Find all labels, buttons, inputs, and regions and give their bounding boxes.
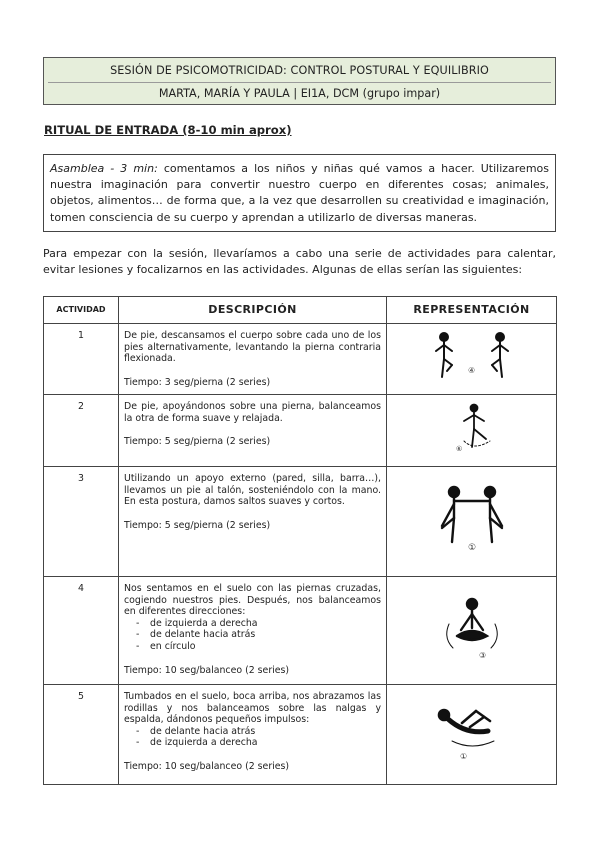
activity-description	[119, 467, 387, 577]
section-title: RITUAL DE ENTRADA (8-10 min aprox)	[44, 123, 292, 137]
list-item: - de delante hacia atrás	[150, 629, 381, 641]
activity-time: Tiempo: 5 seg/pierna (2 series)	[124, 519, 271, 531]
table-row	[44, 577, 557, 685]
asamblea-label: Asamblea - 3 min:	[50, 162, 158, 175]
header-representation: REPRESENTACIÓN	[387, 297, 557, 324]
activity-time: Tiempo: 10 seg/balanceo (2 series)	[124, 760, 290, 772]
activity-representation	[387, 324, 557, 395]
table-row	[44, 685, 557, 785]
activity-number: 5	[44, 685, 119, 785]
balance-figures-icon	[422, 329, 522, 385]
figure-mark: ①	[467, 542, 476, 553]
description-text: Utilizando un apoyo externo (pared, silla, barra…), llevamos un pie al talón, sosteniéndolo con la mano. En esta postura, damos saltos suaves y cortos.	[124, 473, 381, 508]
direction-list	[124, 726, 381, 749]
description-text: De pie, descansamos el cuerpo sobre cada uno de los pies alternativamente, levantando la pierna contraria flexionada.	[124, 330, 381, 365]
list-item: - en círculo	[150, 641, 381, 653]
lying-rock-figure-icon	[432, 701, 512, 765]
list-item: - de izquierda a derecha	[150, 737, 381, 749]
activity-representation	[387, 685, 557, 785]
session-title: SESIÓN DE PSICOMOTRICIDAD: CONTROL POSTURAL Y EQUILIBRIO	[110, 64, 489, 77]
header-activity: ACTIVIDAD	[44, 297, 119, 324]
leg-swing-figure-icon	[442, 401, 502, 457]
activity-description	[119, 685, 387, 785]
activity-number: 3	[44, 467, 119, 577]
header-divider	[48, 82, 551, 83]
description-text: De pie, apoyándonos sobre una pierna, balanceamos la otra de forma suave y relajada.	[124, 401, 381, 424]
intro-paragraph: Para empezar con la sesión, llevaríamos a cabo una serie de actividades para calentar, evitar lesiones y focalizarnos en las actividades. Algunas de ellas serían las siguientes:	[43, 247, 556, 277]
authors-line: MARTA, MARÍA Y PAULA | EI1A, DCM (grupo impar)	[158, 87, 441, 100]
figure-mark: ③	[478, 650, 486, 660]
list-item: - de izquierda a derecha	[150, 618, 381, 630]
asamblea-box	[43, 154, 556, 232]
activity-representation	[387, 467, 557, 577]
activity-time: Tiempo: 3 seg/pierna (2 series)	[124, 376, 271, 388]
description-text: Nos sentamos en el suelo con las piernas cruzadas, cogiendo nuestros pies. Después, nos balanceamos en diferentes direcciones:	[124, 583, 381, 618]
partner-hold-figures-icon	[432, 484, 512, 556]
activity-description	[119, 577, 387, 685]
figure-mark: ①	[459, 751, 467, 761]
activity-time: Tiempo: 5 seg/pierna (2 series)	[124, 436, 271, 448]
activity-time: Tiempo: 10 seg/balanceo (2 series)	[124, 664, 290, 676]
table-row	[44, 324, 557, 395]
asamblea-text: comentamos a los niños y niñas qué vamos a hacer. Utilizaremos nuestra imaginación para convertir nuestro cuerpo en diferentes cosas; animales, objetos, alimentos… de forma que, a la vez que desarrollen su creatividad e imaginación, tomen consciencia de su cuerpo y aprendan a utilizarlo de diversas maneras.	[50, 162, 549, 224]
description-text: Tumbados en el suelo, boca arriba, nos abrazamos las rodillas y nos balanceamos sobre las nalgas y espalda, dándonos pequeños impulsos:	[124, 691, 381, 726]
table-row	[44, 395, 557, 467]
activity-representation	[387, 395, 557, 467]
header-box	[43, 57, 556, 105]
list-item: - de delante hacia atrás	[150, 726, 381, 738]
activity-number: 2	[44, 395, 119, 467]
activities-table	[43, 296, 557, 785]
figure-mark: ⑥	[455, 444, 462, 453]
table-row	[44, 467, 557, 577]
header-description: DESCRIPCIÓN	[119, 297, 387, 324]
figure-mark: ④	[467, 366, 475, 376]
activity-description	[119, 395, 387, 467]
seated-rock-figure-icon	[437, 594, 507, 664]
activity-representation	[387, 577, 557, 685]
direction-list	[124, 618, 381, 653]
activity-description	[119, 324, 387, 395]
table-header-row	[44, 297, 557, 324]
activity-number: 1	[44, 324, 119, 395]
activity-number: 4	[44, 577, 119, 685]
